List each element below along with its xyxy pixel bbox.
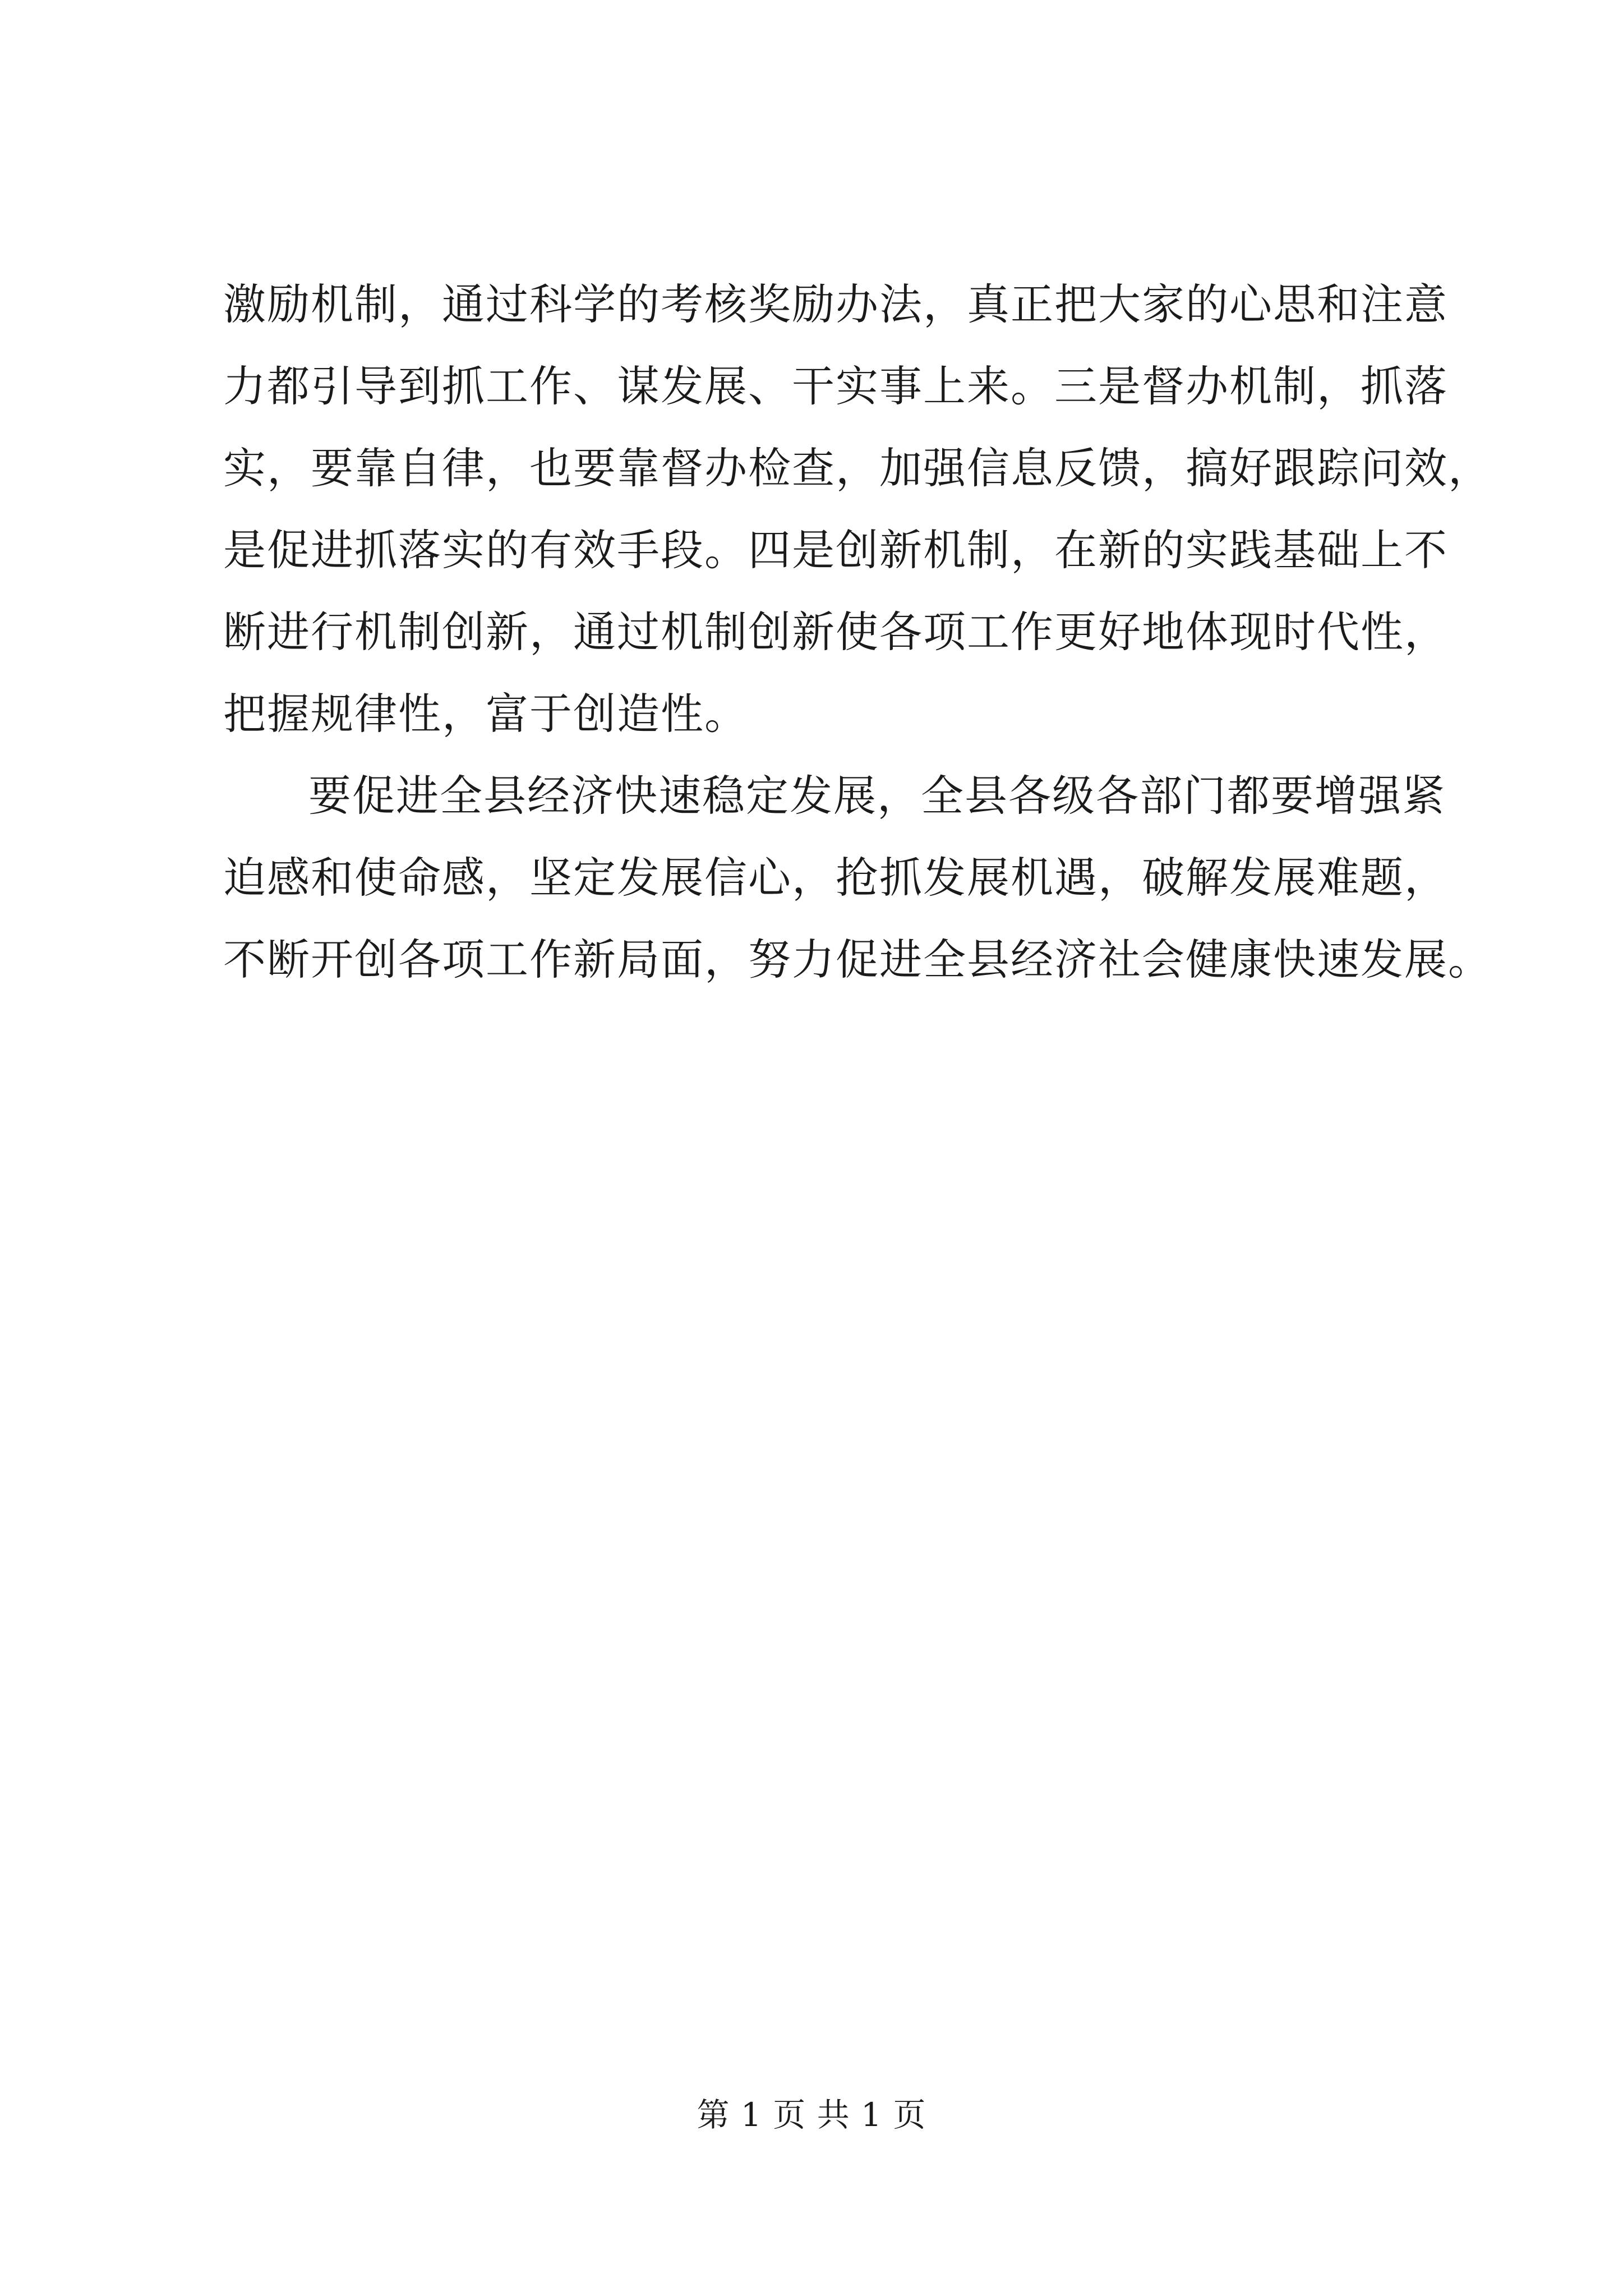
page-number-footer: 第 1 页 共 1 页: [697, 2096, 926, 2134]
paragraph-line: 是促进抓落实的有效手段。四是创新机制，在新的实践基础上不: [223, 525, 1448, 575]
paragraph-line: 断进行机制创新，通过机制创新使各项工作更好地体现时代性，: [223, 607, 1448, 657]
paragraph-line: 激励机制，通过科学的考核奖励办法，真正把大家的心思和注意: [223, 279, 1448, 329]
paragraph-line: 迫感和使命感，坚定发展信心，抢抓发展机遇，破解发展难题，: [223, 853, 1448, 903]
paragraph-1: [223, 264, 1492, 755]
paragraph-line: 实，要靠自律，也要靠督办检查，加强信息反馈，搞好跟踪问效，: [223, 443, 1492, 493]
document-body: [223, 264, 1492, 1001]
paragraph-line: 要促进全县经济快速稳定发展，全县各级各部门都要增强紧: [308, 771, 1446, 821]
paragraph-2: [223, 755, 1492, 1001]
paragraph-line: 把握规律性，富于创造性。: [223, 689, 748, 739]
paragraph-line: 不断开创各项工作新局面，努力促进全县经济社会健康快速发展。: [223, 935, 1492, 984]
paragraph-line: 力都引导到抓工作、谋发展、干实事上来。三是督办机制，抓落: [223, 361, 1448, 411]
